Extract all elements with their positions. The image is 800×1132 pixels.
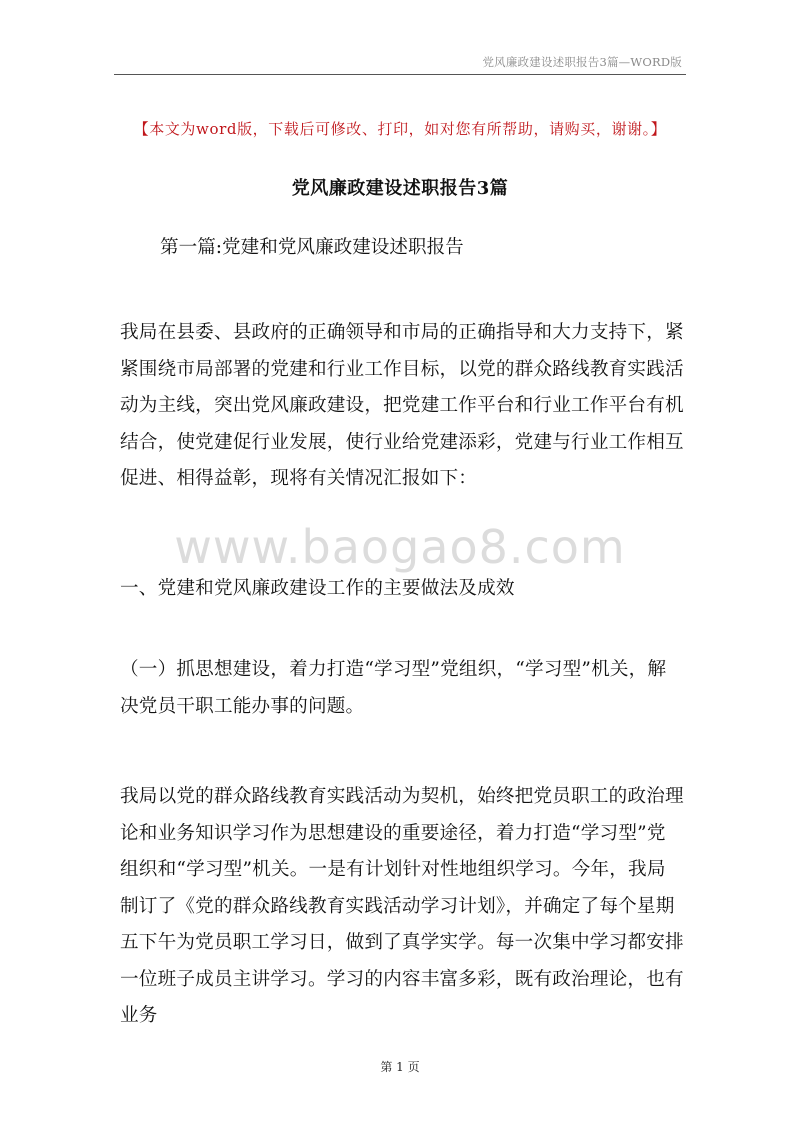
section-heading: 一、党建和党风廉政建设工作的主要做法及成效 xyxy=(120,578,515,599)
purchase-notice: 【本文为word版，下载后可修改、打印，如对您有所帮助，请购买，谢谢。】 xyxy=(133,120,667,138)
site-watermark: www.baogao8.com xyxy=(174,520,626,574)
section-subtitle: 第一篇:党建和党风廉政建设述职报告 xyxy=(160,237,464,258)
running-header: 党风廉政建设述职报告3篇—WORD版 xyxy=(482,55,682,69)
subsection-heading: （一）抓思想建设，着力打造“学习型”党组织，“学习型”机关，解决党员干职工能办事的问题。 xyxy=(120,659,667,717)
paragraph-body: 我局以党的群众路线教育实践活动为契机，始终把党员职工的政治理论和业务知识学习作为思想建设的重要途径，着力打造“学习型”党组织和“学习型”机关。一是有计划针对性地组织学习。今年，我局制订了《党的群众路线教育实践活动学习计划》，并确定了每个星期五下午为党员职工学习日，做到了真学实学。每一次集中学习都安排一位班子成员主讲学习。学习的内容丰富多彩，既有政治理论，也有业务 xyxy=(120,786,684,1026)
paragraph-intro: 我局在县委、县政府的正确领导和市局的正确指导和大力支持下，紧紧围绕市局部署的党建和行业工作目标，以党的群众路线教育实践活动为主线，突出党风廉政建设，把党建工作平台和行业工作平台有机结合，使党建促行业发展，使行业给党建添彩，党建与行业工作相互促进、相得益彰，现将有关情况汇报如下： xyxy=(120,322,684,489)
header-divider xyxy=(114,74,686,75)
page-number: 第 1 页 xyxy=(380,1060,420,1074)
document-title: 党风廉政建设述职报告3篇 xyxy=(291,178,509,199)
